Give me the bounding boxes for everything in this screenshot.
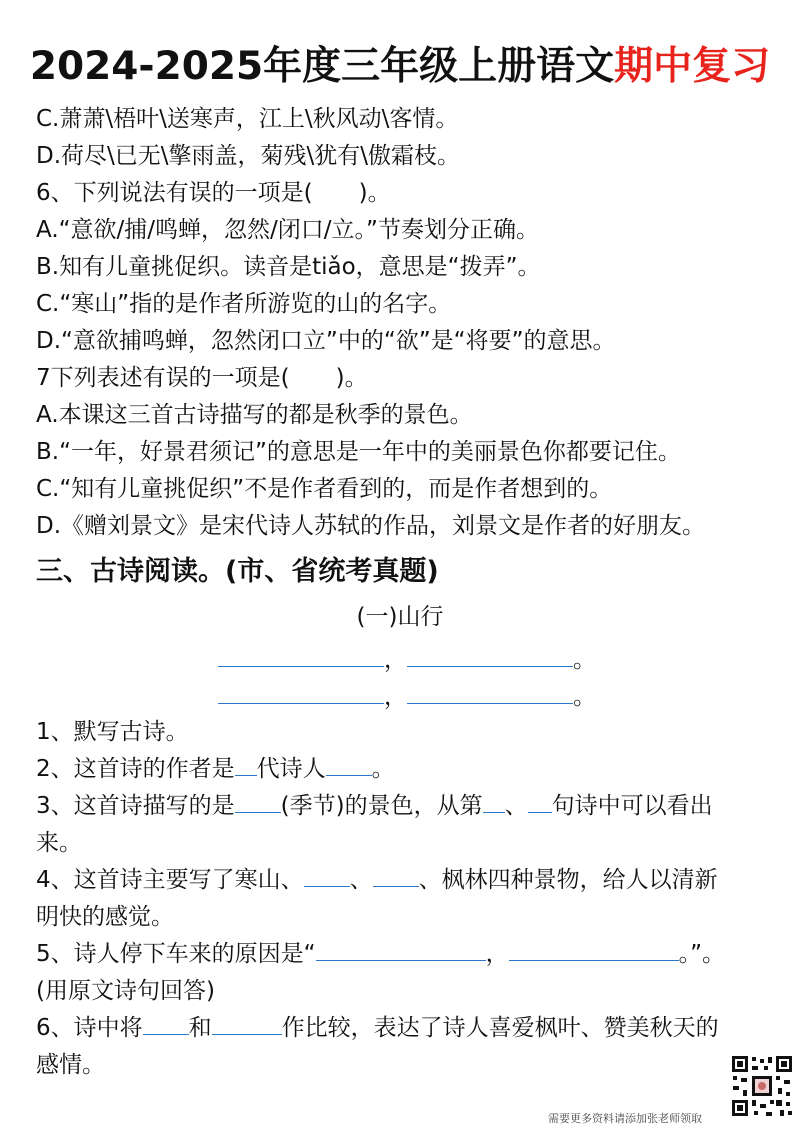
question-6-poem-cont: 感情。	[36, 1052, 105, 1078]
option-line: B.“一年，好景君须记”的意思是一年中的美丽景色你都要记住。	[36, 439, 681, 465]
q3-text: 3、这首诗描写的是	[36, 793, 235, 819]
q6-text: 6、诗中将	[36, 1015, 143, 1041]
option-line: C.“寒山”指的是作者所游览的山的名字。	[36, 291, 452, 317]
answer-blank[interactable]	[326, 753, 372, 776]
period: 。	[573, 647, 596, 673]
option-line: C.萧萧\梧叶\送寒声，江上\秋风动\客情。	[36, 106, 459, 132]
section-heading: 三、古诗阅读。(市、省统考真题)	[36, 556, 439, 587]
poem-blank-row	[0, 680, 800, 714]
comma: ，	[384, 647, 407, 673]
q4-text: 4、这首诗主要写了寒山、	[36, 867, 304, 893]
question-3	[36, 789, 713, 823]
option-line: B.知有儿童挑促织。读音是tiǎo，意思是“拨弄”。	[36, 254, 541, 280]
answer-blank[interactable]	[509, 938, 679, 961]
q2-text: 代诗人	[256, 756, 326, 782]
question-4-cont: 明快的感觉。	[36, 904, 174, 930]
answer-blank[interactable]	[304, 864, 350, 887]
dun: 、	[504, 793, 528, 819]
q2-text: 2、这首诗的作者是	[36, 756, 235, 782]
dun: 、	[349, 867, 373, 893]
question-7: 7下列表述有误的一项是( )。	[36, 365, 368, 391]
q6-text: 和	[188, 1015, 212, 1041]
option-line: D.《赠刘景文》是宋代诗人苏轼的作品，刘景文是作者的好朋友。	[36, 513, 706, 539]
comma: ，	[384, 684, 407, 710]
page-title	[0, 40, 800, 94]
answer-blank[interactable]	[143, 1012, 189, 1035]
comma: ，	[485, 941, 509, 967]
question-6: 6、下列说法有误的一项是( )。	[36, 180, 391, 206]
answer-blank[interactable]	[316, 938, 486, 961]
answer-blank[interactable]	[407, 644, 573, 667]
q2-text: 。	[371, 756, 395, 782]
q3-text: 句诗中可以看出	[551, 793, 713, 819]
q6-text: 作比较，表达了诗人喜爱枫叶、赞美秋天的	[281, 1015, 719, 1041]
title-highlight: 期中复习	[614, 44, 771, 89]
answer-blank[interactable]	[235, 790, 281, 813]
q3-text: (季节)的景色，从第	[280, 793, 483, 819]
answer-blank[interactable]	[373, 864, 419, 887]
option-line: D.荷尽\已无\擎雨盖，菊残\犹有\傲霜枝。	[36, 143, 461, 169]
poem-blank-row	[0, 643, 800, 677]
answer-blank[interactable]	[528, 790, 552, 813]
question-5	[36, 937, 725, 971]
answer-blank[interactable]	[407, 681, 573, 704]
question-2	[36, 752, 395, 786]
qr-code-icon	[730, 1054, 794, 1118]
footer-note: 需要更多资料请添加张老师领取	[548, 1112, 702, 1125]
question-5-cont: (用原文诗句回答)	[36, 978, 215, 1004]
option-line: C.“知有儿童挑促织”不是作者看到的，而是作者想到的。	[36, 476, 613, 502]
q5-text: 5、诗人停下车来的原因是“	[36, 941, 316, 967]
title-main: 2024-2025年度三年级上册语文	[29, 44, 615, 89]
option-line: D.“意欲捕鸣蝉，忽然闭口立”中的“欲”是“将要”的意思。	[36, 328, 616, 354]
period: 。	[573, 684, 596, 710]
answer-blank[interactable]	[212, 1012, 282, 1035]
question-4	[36, 863, 718, 897]
answer-blank[interactable]	[218, 644, 384, 667]
answer-blank[interactable]	[235, 753, 257, 776]
question-1: 1、默写古诗。	[36, 719, 189, 745]
q4-text: 枫林四种景物，给人以清新	[441, 867, 718, 893]
answer-blank[interactable]	[483, 790, 505, 813]
option-line: A.“意欲/捕/鸣蝉，忽然/闭口/立。”节奏划分正确。	[36, 217, 539, 243]
answer-blank[interactable]	[218, 681, 384, 704]
poem-title: (一)山行	[356, 604, 444, 630]
question-3-cont: 来。	[36, 830, 82, 856]
question-6-poem	[36, 1011, 719, 1045]
dun: 、	[418, 867, 442, 893]
option-line: A.本课这三首古诗描写的都是秋季的景色。	[36, 402, 473, 428]
close-quote: 。”。	[678, 941, 725, 967]
